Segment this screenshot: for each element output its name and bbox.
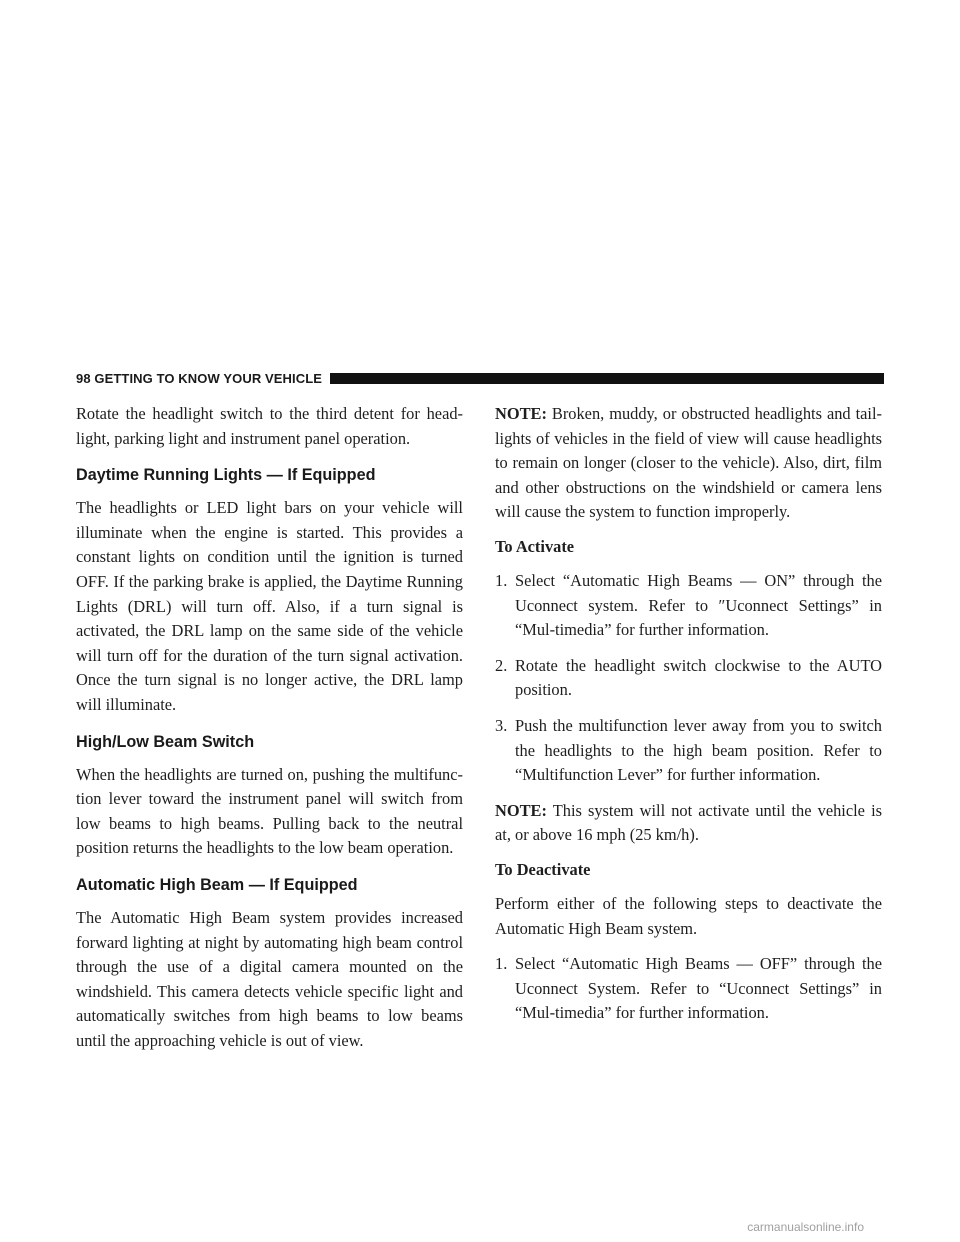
note-label: NOTE:: [495, 800, 547, 820]
page-header-text: [76, 371, 322, 386]
note-text: This system will not activate until the vehicle is at, or above 16 mph (25 km/h).: [495, 800, 882, 845]
activate-step: [495, 714, 882, 788]
note-text: Broken, muddy, or obstructed headlights and tail-lights of vehicles in the field of view will cause headlights to remain on longer (closer to the vehicle). Also, dirt, film and other obstructions on the windshield or camera lens will cause the system to function improperly.: [495, 404, 882, 522]
auto-high-beam-paragraph: The Automatic High Beam system provides increased forward lighting at night by automating high beam control through the use of a digital camera mounted on the windshield. This camera detects vehicle specific light and automatically switches from high beams to low beams until the approaching vehicle is out of view.: [76, 907, 463, 1050]
page-number: 98: [76, 370, 91, 386]
watermark: carmanualsonline.info: [747, 1220, 864, 1234]
note-paragraph: [495, 402, 882, 525]
note-paragraph: [495, 799, 882, 848]
step-text: Push the multifunction lever away from you to switch the headlights to the high beam position. Refer to “Multifunction Lever” for further information.: [515, 715, 882, 785]
to-activate-heading: To Activate: [495, 536, 575, 556]
step-text: Select “Automatic High Beams — OFF” through the Uconnect System. Refer to “Uconnect Settings” in “Mul-timedia” for further information.: [515, 954, 882, 1023]
deactivate-paragraph: Perform either of the following steps to deactivate the Automatic High Beam system.: [495, 893, 882, 938]
deactivate-step: [495, 952, 882, 1026]
right-column: [495, 402, 882, 1037]
high-low-beam-paragraph: When the headlights are turned on, pushing the multifunc-tion lever toward the instrument panel will switch from low beams to high beams. Pulling back to the neutral position returns the headlights to the low beam operation.: [76, 764, 463, 858]
auto-high-beam-heading: Automatic High Beam — If Equipped: [76, 875, 358, 894]
header-rule: [330, 373, 884, 384]
to-deactivate-heading: To Deactivate: [495, 859, 591, 879]
page-header: [76, 368, 884, 388]
step-number: 3.: [495, 715, 508, 735]
note-label: NOTE:: [495, 404, 547, 423]
step-text: Select “Automatic High Beams — ON” through the Uconnect system. Refer to ″Uconnect Settings” in “Mul-timedia” for further information.: [515, 570, 882, 640]
intro-paragraph: Rotate the headlight switch to the third detent for head-light, parking light and instrument panel operation.: [76, 404, 463, 448]
step-number: 1.: [495, 570, 508, 590]
drl-heading: Daytime Running Lights — If Equipped: [76, 466, 376, 485]
drl-paragraph: The headlights or LED light bars on your vehicle will illuminate when the engine is started. This provides a constant lights on condition until the ignition is turned OFF. If the parking brake is applied, the Daytime Running Lights (DRL) will turn off. Also, if a turn signal is activated, the DRL lamp on the same side of the vehicle will turn off for the duration of the turn signal activation. Once the turn signal is no longer active, the DRL lamp will illuminate.: [76, 498, 463, 714]
step-number: 2.: [495, 655, 508, 675]
activate-step: [495, 654, 882, 703]
step-text: Rotate the headlight switch clockwise to the AUTO position.: [515, 655, 882, 700]
high-low-beam-heading: High/Low Beam Switch: [76, 732, 255, 751]
left-column: [76, 402, 463, 1064]
activate-step: [495, 569, 882, 643]
step-number: 1.: [495, 954, 508, 974]
section-title: GETTING TO KNOW YOUR VEHICLE: [94, 370, 323, 386]
